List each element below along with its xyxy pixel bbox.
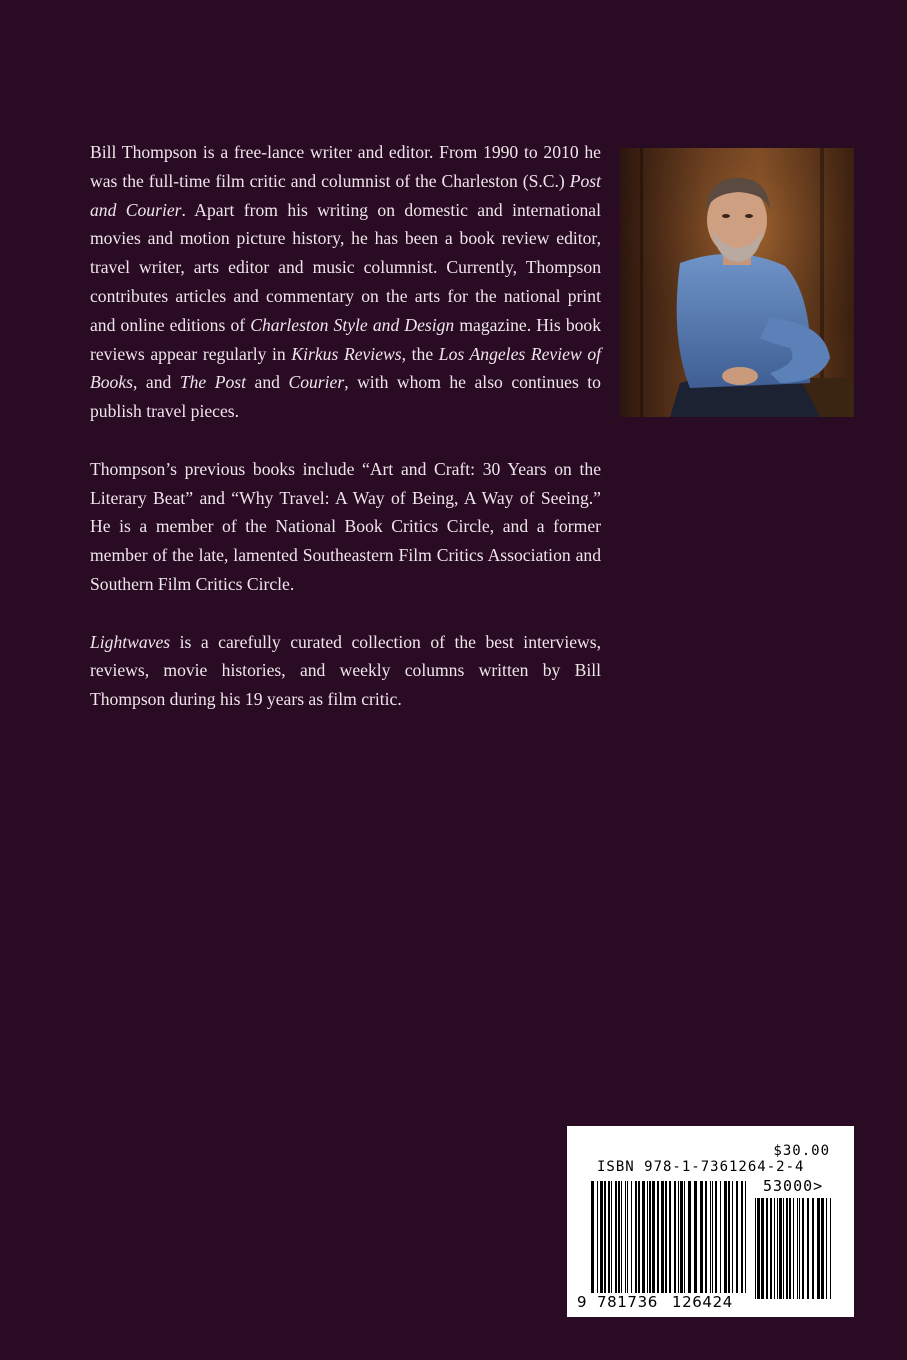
barcode-bar [649, 1181, 651, 1293]
price-addon-code: 53000> [763, 1177, 824, 1195]
price-label: $30.00 [773, 1143, 830, 1159]
barcode-bar [642, 1181, 645, 1293]
barcode-bar [631, 1181, 632, 1293]
ean-barcode-bars [591, 1181, 751, 1299]
bio-paragraph-1 [90, 138, 601, 426]
barcode-bar [635, 1181, 637, 1293]
barcode-bar [665, 1181, 667, 1293]
barcode-bar [766, 1198, 768, 1299]
barcode-bar [597, 1181, 598, 1293]
barcode-bar [783, 1198, 784, 1299]
author-photo [620, 148, 854, 417]
barcode-bar [741, 1181, 743, 1293]
italic-title: Kirkus Reviews [291, 343, 402, 364]
barcode-bar [777, 1198, 778, 1299]
italic-title: Lightwaves [90, 631, 171, 652]
bio-text: , and [133, 372, 180, 393]
isbn-label: ISBN 978-1-7361264-2-4 [597, 1159, 805, 1175]
bio-paragraph-2 [90, 455, 601, 599]
barcode-bar [720, 1181, 721, 1293]
bio-text: magazine. His book reviews appear regularly in [90, 314, 602, 364]
barcode-bar [761, 1198, 764, 1299]
ean-left-digits: 781736 [597, 1293, 658, 1311]
barcode-bar [724, 1181, 727, 1293]
barcode-bar [657, 1181, 659, 1293]
ean-right-digits: 126424 [672, 1293, 733, 1311]
bio-paragraph-3 [90, 628, 601, 714]
bio-text: is a carefully curated collection of the best interviews, reviews, movie histories, and weekly columns written by Bill Thompson during his 19 years as film critic. [90, 631, 601, 710]
barcode-bar [728, 1181, 730, 1293]
barcode-bar [611, 1181, 612, 1293]
barcode-bar [757, 1198, 760, 1299]
bio-text: and [246, 372, 289, 393]
italic-title: Charleston Style and Design [250, 314, 455, 335]
bio-text: Thompson’s previous books include “Art and Craft: 30 Years on the Literary Beat” and “Why Travel: A Way of Being, A Way of Seeing.” He is a member of the National Book Critics Circle, and a former member of the late, lamented Southeastern Film Critics Association and Southern Film Critics Circle. [90, 458, 601, 594]
barcode-bar [625, 1181, 626, 1293]
barcode-bar [732, 1181, 733, 1293]
bio-text: . Apart from his writing on domestic and international movies and motion picture history, he has been a book review editor, travel writer, arts editor and music columnist. Currently, Thompson contributes articles and commentary on the arts for the national print and online editions of [90, 199, 601, 335]
barcode-bar [669, 1181, 671, 1293]
italic-title: The Post [179, 372, 247, 393]
italic-title: Los Angeles Review of Books [90, 343, 602, 393]
barcode-bar [604, 1181, 606, 1293]
barcode-bar [821, 1198, 824, 1299]
barcode-bar [688, 1181, 691, 1293]
barcode-bar [826, 1198, 827, 1299]
barcode-bar [770, 1198, 772, 1299]
barcode-bar [608, 1181, 610, 1293]
barcode-bar [694, 1181, 697, 1293]
barcode-bar [615, 1181, 617, 1293]
barcode-bar [802, 1198, 804, 1299]
barcode-bar [745, 1181, 746, 1293]
barcode-bar [661, 1181, 664, 1293]
barcode-bar [638, 1181, 640, 1293]
barcode-bar [712, 1181, 713, 1293]
barcode-bar [736, 1181, 738, 1293]
barcode-bar [779, 1198, 782, 1299]
barcode-bar [618, 1181, 620, 1293]
barcode-bar [678, 1181, 679, 1293]
barcode-bar [700, 1181, 703, 1293]
barcode-bar [627, 1181, 628, 1293]
barcode-bar [807, 1198, 809, 1299]
barcode-bar [793, 1198, 794, 1299]
barcode-bar [710, 1181, 711, 1293]
barcode-bar [830, 1198, 831, 1299]
barcode-bar [674, 1181, 676, 1293]
barcode-bar [797, 1198, 798, 1299]
barcode-bar [684, 1181, 685, 1293]
author-bio [90, 138, 601, 743]
barcode-bar [600, 1181, 603, 1293]
italic-title: Courier [288, 372, 345, 393]
barcode-bar [755, 1198, 756, 1299]
addon-barcode-bars [755, 1198, 833, 1299]
ean-lead-digit: 9 [577, 1293, 588, 1311]
barcode-bar [799, 1198, 800, 1299]
barcode-bar [647, 1181, 648, 1293]
bio-text: Bill Thompson is a free-lance writer and editor. From 1990 to 2010 he was the full-time film critic and columnist of the Charleston (S.C.) [90, 142, 601, 191]
barcode-bar [715, 1181, 717, 1293]
barcode-bar [705, 1181, 707, 1293]
barcode-bar [812, 1198, 814, 1299]
barcode-bar [652, 1181, 655, 1293]
barcode-bar [621, 1181, 622, 1293]
barcode-bar [774, 1198, 775, 1299]
bio-text: , the [401, 343, 439, 364]
isbn-barcode [567, 1126, 854, 1317]
barcode-bar [591, 1181, 594, 1293]
barcode-bar [786, 1198, 788, 1299]
barcode-bar [817, 1198, 820, 1299]
bio-text: , with whom he also continues to publish travel pieces. [90, 372, 601, 422]
barcode-bar [789, 1198, 791, 1299]
barcode-bar [680, 1181, 683, 1293]
italic-title: Post and Courier [90, 170, 601, 220]
